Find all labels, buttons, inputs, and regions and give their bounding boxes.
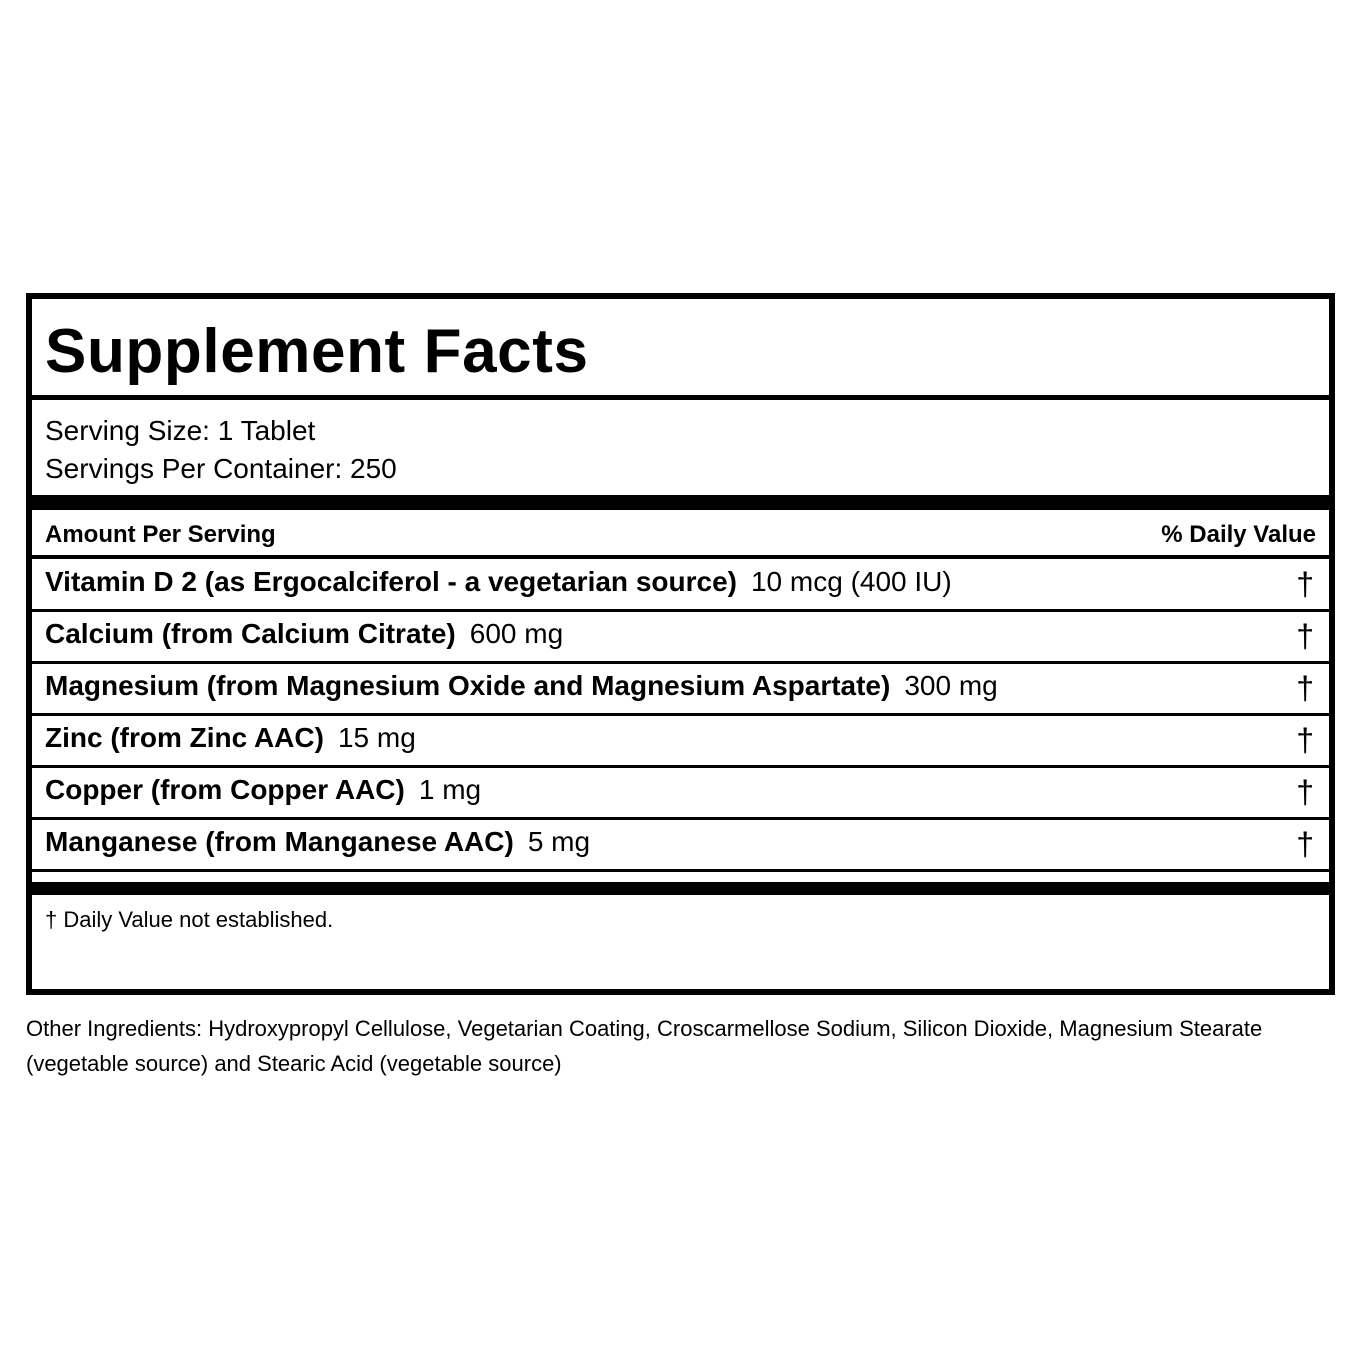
divider-title — [32, 395, 1329, 400]
other-ingredients: Other Ingredients: Hydroxypropyl Cellulose, Vegetarian Coating, Croscarmellose Sodium, Silicon Dioxide, Magnesium Stearate (vegetable source) and Stearic Acid (vegetable source) — [26, 1016, 1263, 1076]
nutrient-text — [45, 722, 416, 754]
nutrient-text — [45, 618, 563, 650]
amount-per-serving-header: Amount Per Serving — [45, 521, 276, 548]
nutrient-amount: 10 mcg (400 IU) — [750, 566, 952, 597]
nutrient-amount: 600 mg — [469, 618, 564, 649]
nutrient-text — [45, 826, 590, 858]
nutrient-amount: 300 mg — [904, 670, 998, 701]
nutrient-row-vitamin-d — [32, 559, 1329, 609]
daily-value-footnote: † Daily Value not established. — [45, 907, 334, 932]
dagger-daily-value: † — [1296, 722, 1314, 758]
divider-thick-top — [32, 495, 1329, 510]
nutrient-row-calcium — [32, 611, 1329, 661]
nutrient-amount: 15 mg — [337, 722, 416, 753]
dagger-daily-value: † — [1296, 774, 1314, 810]
servings-per-container: Servings Per Container: 250 — [45, 453, 397, 484]
row-divider — [32, 869, 1329, 872]
nutrient-text — [45, 670, 998, 702]
dagger-daily-value: † — [1296, 618, 1314, 654]
nutrient-row-magnesium — [32, 663, 1329, 713]
nutrient-name: Zinc (from Zinc AAC) — [45, 722, 324, 753]
nutrient-text — [45, 774, 481, 806]
nutrient-name: Calcium (from Calcium Citrate) — [45, 618, 456, 649]
nutrient-name: Magnesium (from Magnesium Oxide and Magnesium Aspartate) — [45, 670, 891, 701]
label-title: Supplement Facts — [45, 317, 589, 386]
nutrient-name: Manganese (from Manganese AAC) — [45, 826, 514, 857]
dagger-daily-value: † — [1296, 566, 1314, 602]
dagger-daily-value: † — [1296, 670, 1314, 706]
nutrient-amount: 1 mg — [418, 774, 482, 805]
nutrient-name: Vitamin D 2 (as Ergocalciferol - a vegetarian source) — [45, 566, 737, 597]
nutrient-name: Copper (from Copper AAC) — [45, 774, 405, 805]
daily-value-header: % Daily Value — [1161, 521, 1316, 548]
serving-size: Serving Size: 1 Tablet — [45, 415, 316, 446]
nutrient-row-manganese — [32, 819, 1329, 869]
nutrient-row-zinc — [32, 715, 1329, 765]
divider-thick-bottom — [32, 882, 1329, 895]
nutrient-text — [45, 566, 952, 598]
supplement-facts-panel — [26, 293, 1335, 995]
nutrient-row-copper — [32, 767, 1329, 817]
dagger-daily-value: † — [1296, 826, 1314, 862]
nutrient-amount: 5 mg — [527, 826, 591, 857]
